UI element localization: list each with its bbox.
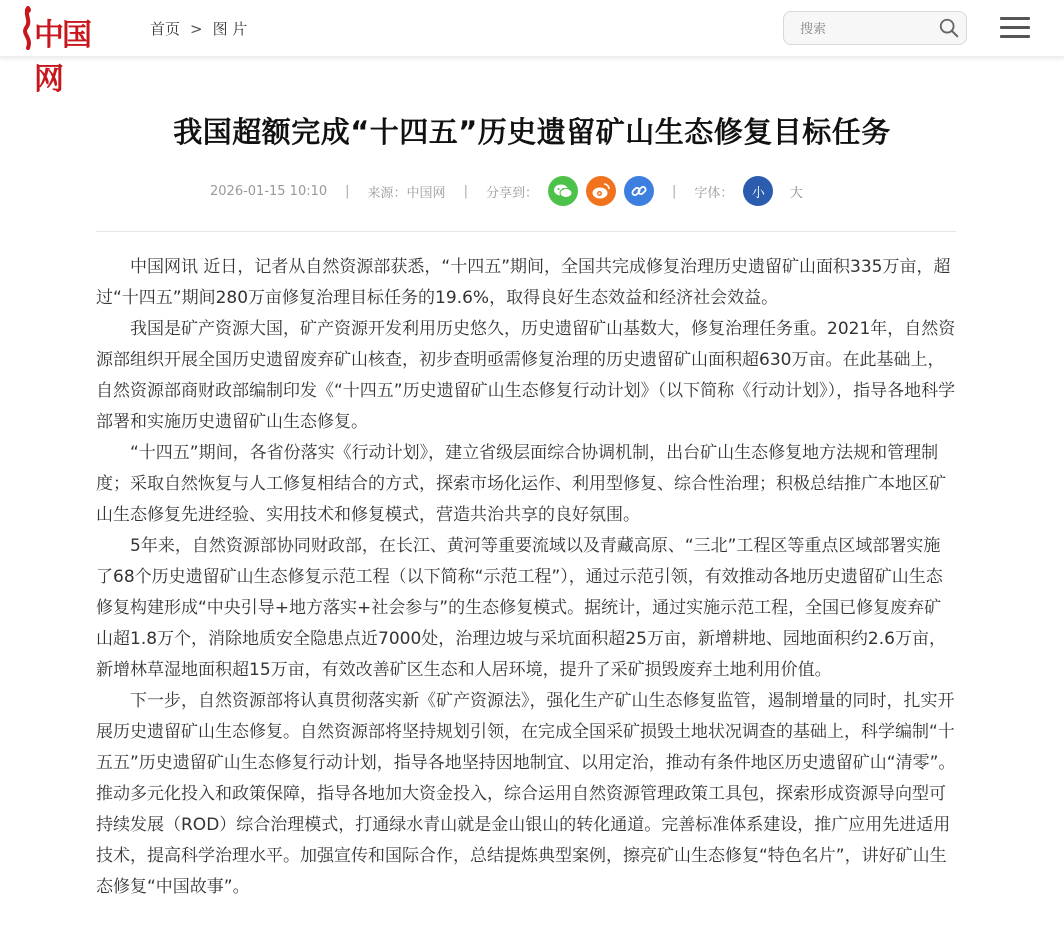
- article-body: [96, 252, 956, 903]
- search-input[interactable]: [798, 19, 932, 39]
- article-title: 我国超额完成“十四五”历史遗留矿山生态修复目标任务: [173, 115, 891, 149]
- menu-icon[interactable]: [1000, 17, 1030, 39]
- wechat-icon: [553, 183, 573, 199]
- logo-text: 中国网: [34, 18, 90, 97]
- meta-divider: |: [463, 183, 468, 199]
- breadcrumb-home[interactable]: 首页: [150, 20, 181, 38]
- article-source: 来源：中国网: [367, 185, 446, 201]
- breadcrumb: [150, 18, 247, 39]
- weibo-icon: [591, 182, 611, 200]
- link-icon: [630, 182, 648, 200]
- article-paragraph: “十四五”期间，各省份落实《行动计划》，建立省级层面综合协调机制，出台矿山生态修复地方法规和管理制度；采取自然恢复与人工修复相结合的方式，探索市场化运作、利用型修复、综合性治理；积极总结推广本地区矿山生态修复先进经验、实用技术和修复模式，营造共治共享的良好氛围。: [96, 443, 946, 525]
- search-box: [783, 11, 967, 45]
- top-bar: [0, 0, 1064, 97]
- search-icon[interactable]: [938, 17, 960, 39]
- article-paragraph: 5年来，自然资源部协同财政部，在长江、黄河等重要流域以及青藏高原、“三北”工程区等重点区域部署实施了68个历史遗留矿山生态修复示范工程（以下简称“示范工程”），通过示范引领，有效推动各地历史遗留矿山生态修复构建形成“中央引导+地方落实+社会参与”的生态修复模式。据统计，通过实施示范工程，全国已修复废弃矿山超1.8万个，消除地质安全隐患点近7000处，治理边坡与采坑面积超25万亩，新增耕地、园地面积约2.6万亩，新增林草湿地面积超15万亩，有效改善矿区生态和人居环境，提升了采矿损毁废弃土地利用价值。: [96, 536, 946, 680]
- article-meta: [210, 174, 811, 208]
- breadcrumb-current[interactable]: 图 片: [212, 20, 248, 38]
- breadcrumb-separator: >: [190, 19, 203, 38]
- meta-divider: |: [345, 183, 350, 199]
- article-paragraph: 中国网讯 近日，记者从自然资源部获悉，“十四五”期间，全国共完成修复治理历史遗留矿山面积335万亩，超过“十四五”期间280万亩修复治理目标任务的19.6%，取得良好生态效益和经济社会效益。: [96, 257, 951, 308]
- font-large-button[interactable]: 大: [789, 185, 803, 201]
- article-paragraph: 我国是矿产资源大国，矿产资源开发利用历史悠久，历史遗留矿山基数大，修复治理任务重。2021年，自然资源部组织开展全国历史遗留废弃矿山核查，初步查明亟需修复治理的历史遗留矿山面积超630万亩。在此基础上，自然资源部商财政部编制印发《“十四五”历史遗留矿山生态修复行动计划》（以下简称《行动计划》），指导各地科学部署和实施历史遗留矿山生态修复。: [96, 319, 956, 432]
- article-paragraph: 下一步，自然资源部将认真贯彻落实新《矿产资源法》，强化生产矿山生态修复监管，遏制增量的同时，扎实开展历史遗留矿山生态修复。自然资源部将坚持规划引领，在完成全国采矿损毁土地状况调查的基础上，科学编制“十五五”历史遗留矿山生态修复行动计划，指导各地坚持因地制宜、以用定治，推动有条件地区历史遗留矿山“清零”。推动多元化投入和政策保障，指导各地加大资金投入，综合运用自然资源管理政策工具包，探索形成资源导向型可持续发展（ROD）综合治理模式，打通绿水青山就是金山银山的转化通道。完善标准体系建设，推广应用先进适用技术，提高科学治理水平。加强宣传和国际合作，总结提炼典型案例，擦亮矿山生态修复“特色名片”，讲好矿山生态修复“中国故事”。: [96, 691, 956, 897]
- font-size-label: 字体：: [694, 185, 734, 201]
- share-label: 分享到：: [485, 185, 538, 201]
- share-wechat-button[interactable]: [548, 176, 578, 206]
- title-divider: [96, 231, 956, 232]
- copy-link-button[interactable]: [624, 176, 654, 206]
- share-weibo-button[interactable]: [586, 176, 616, 206]
- publish-datetime: 2026-01-15 10:10: [210, 183, 328, 199]
- site-logo[interactable]: [18, 6, 108, 97]
- meta-divider: |: [671, 183, 677, 199]
- font-small-button[interactable]: 小: [743, 176, 773, 206]
